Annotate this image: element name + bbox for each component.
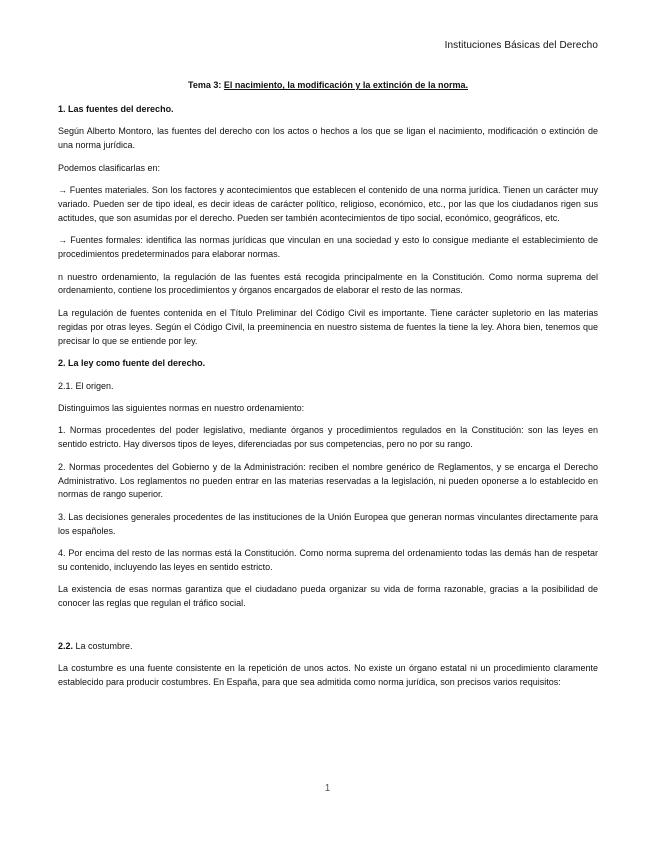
- page-number: 1: [324, 783, 331, 794]
- list-item: 1. Normas procedentes del poder legislativo, mediante órganos y procedimientos regulados en la Constitución: son las leyes en sentido estricto. Hay diversos tipos de leyes, diferenciadas por sus competencias, pero no por su rango.: [58, 425, 598, 450]
- subsection-2-2-number: 2.2.: [58, 640, 74, 651]
- paragraph: Según Alberto Montoro, las fuentes del derecho con los actos o hechos a los que se ligan el nacimiento, modificación o extinción de una norma jurídica.: [58, 126, 598, 151]
- paragraph-fuentes-materiales: → Fuentes materiales. Son los factores y acontecimientos que establecen el contenido de una norma jurídica. Tienen un carácter muy variado. Pueden ser de tipo ideal, es decir ideas de carácter político, religioso, económico, etc., por las que los ciudadanos rigen sus actitudes, que son asumidas por el derecho. Pueden ser también acontecimientos de tipo social, económico, geográficos, etc.: [58, 185, 598, 223]
- section-2-number: 2.: [58, 358, 66, 369]
- subsection-2-2-heading: [58, 640, 598, 654]
- paragraph: Distinguimos las siguientes normas en nuestro ordenamiento:: [58, 402, 305, 413]
- title-prefix: Tema 3:: [188, 80, 222, 90]
- document-body: [58, 79, 598, 699]
- paragraph: Podemos clasificarlas en:: [58, 162, 161, 173]
- document-title: [58, 79, 598, 93]
- paragraph-fuentes-formales: → Fuentes formales: identifica las normas jurídicas que vinculan en una sociedad y esto lo consigue mediante el establecimiento de procedimientos predeterminados para elaborar normas.: [58, 235, 598, 260]
- section-1-heading: [58, 103, 598, 117]
- spacer: [58, 620, 598, 640]
- section-2-title: La ley como fuente del derecho.: [68, 358, 206, 369]
- title-text: El nacimiento, la modificación y la extinción de la norma.: [223, 80, 468, 90]
- section-2-heading: [58, 357, 598, 371]
- paragraph: La existencia de esas normas garantiza que el ciudadano pueda organizar su vida de forma razonable, gracias a la posibilidad de conocer las reglas que regulan el tráfico social.: [58, 584, 598, 609]
- running-header: Instituciones Básicas del Derecho: [444, 40, 598, 51]
- paragraph: La costumbre es una fuente consistente en la repetición de unos actos. No existe un órgano estatal ni un procedimiento claramente establecido para producir costumbres. En España, para que sea admitida como norma jurídica, son precisos varios requisitos:: [58, 663, 598, 688]
- section-1-title: Las fuentes del derecho.: [68, 103, 174, 114]
- subsection-2-1-heading: 2.1. El origen.: [58, 380, 114, 391]
- list-item: 2. Normas procedentes del Gobierno y de la Administración: reciben el nombre genérico de Reglamentos, y se encarga el Derecho Administrativo. Los reglamentos no pueden entrar en las materias reservadas a la legislación, ni pueden oponerse a lo establecido en normas de rango superior.: [58, 461, 598, 500]
- paragraph: La regulación de fuentes contenida en el Título Preliminar del Código Civil es importante. Tiene carácter supletorio en las materias regidas por otras leyes. Según el Código Civil, la preeminencia en nuestro sistema de fuentes la tiene la ley. Ahora bien, tenemos que precisar lo que se entiende por ley.: [58, 307, 598, 346]
- list-item: 4. Por encima del resto de las normas está la Constitución. Como norma suprema del ordenamiento todas las demás han de respetar su contenido, incluyendo las leyes en sentido estricto.: [58, 548, 598, 573]
- list-item: 3. Las decisiones generales procedentes de las instituciones de la Unión Europea que generan normas vinculantes directamente para los españoles.: [58, 511, 598, 536]
- paragraph: n nuestro ordenamiento, la regulación de las fuentes está recogida principalmente en la Constitución. Como norma suprema del ordenamiento, contiene los procedimientos y órganos encargados de elaborar el resto de las normas.: [58, 271, 598, 296]
- section-1-number: 1.: [58, 103, 66, 114]
- subsection-2-2-title: La costumbre.: [75, 640, 133, 651]
